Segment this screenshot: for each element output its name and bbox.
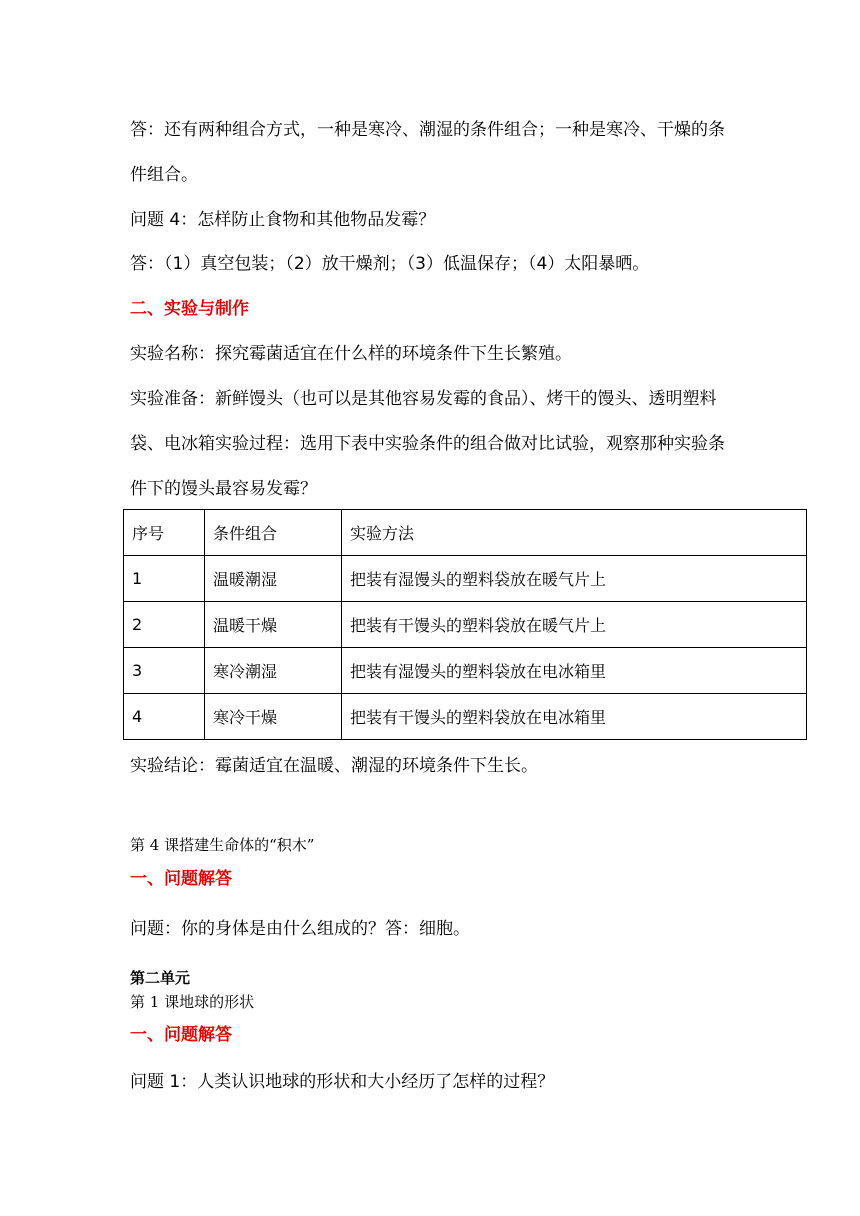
question-1: 问题 1：人类认识地球的形状和大小经历了怎样的过程？: [130, 1072, 555, 1092]
table-row: [124, 648, 807, 694]
table-header-row: [124, 510, 807, 556]
table-cell: 4: [124, 694, 205, 740]
experiment-prep: 实验准备：新鲜馒头（也可以是其他容易发霉的食品）、烤干的馒头、透明塑料: [130, 389, 717, 409]
experiment-conclusion: 实验结论：霉菌适宜在温暖、潮湿的环境条件下生长。: [130, 756, 538, 776]
table-cell: 温暖潮湿: [205, 556, 342, 602]
experiment-prep-cont2: 件下的馒头最容易发霉？: [130, 479, 317, 499]
answer-text-cont: 件组合。: [130, 165, 198, 185]
table-row: [124, 694, 807, 740]
lesson-title: 第 4 课搭建生命体的“积木”: [130, 836, 315, 854]
table-cell: 温暖干燥: [205, 602, 342, 648]
table-header: 实验方法: [342, 510, 807, 556]
section-heading-qa: 一、问题解答: [130, 1025, 232, 1045]
table-cell: 把装有湿馒头的塑料袋放在暖气片上: [342, 556, 807, 602]
lesson-title: 第 1 课地球的形状: [130, 993, 255, 1011]
table-cell: 寒冷潮湿: [205, 648, 342, 694]
table-cell: 把装有湿馒头的塑料袋放在电冰箱里: [342, 648, 807, 694]
table-cell: 把装有干馒头的塑料袋放在暖气片上: [342, 602, 807, 648]
experiment-prep-cont: 袋、电冰箱实验过程：选用下表中实验条件的组合做对比试验，观察那种实验条: [130, 434, 725, 454]
section-heading-qa: 一、问题解答: [130, 869, 232, 889]
experiment-name: 实验名称：探究霉菌适宜在什么样的环境条件下生长繁殖。: [130, 344, 572, 364]
table-row: [124, 556, 807, 602]
question-4: 问题 4：怎样防止食物和其他物品发霉？: [130, 210, 436, 230]
question-body: 问题：你的身体是由什么组成的？答：细胞。: [130, 919, 470, 939]
section-heading-experiment: 二、实验与制作: [130, 299, 249, 319]
unit-title: 第二单元: [130, 969, 191, 987]
table-header: 条件组合: [205, 510, 342, 556]
table-header: 序号: [124, 510, 205, 556]
table-row: [124, 602, 807, 648]
table-cell: 1: [124, 556, 205, 602]
answer-text: 答：还有两种组合方式，一种是寒冷、潮湿的条件组合；一种是寒冷、干燥的条: [130, 120, 725, 140]
table-cell: 3: [124, 648, 205, 694]
table-cell: 2: [124, 602, 205, 648]
table-cell: 把装有干馒头的塑料袋放在电冰箱里: [342, 694, 807, 740]
experiment-table: [123, 509, 807, 740]
table-cell: 寒冷干燥: [205, 694, 342, 740]
answer-4: 答：（1）真空包装；（2）放干燥剂；（3）低温保存；（4）太阳暴晒。: [130, 254, 650, 274]
